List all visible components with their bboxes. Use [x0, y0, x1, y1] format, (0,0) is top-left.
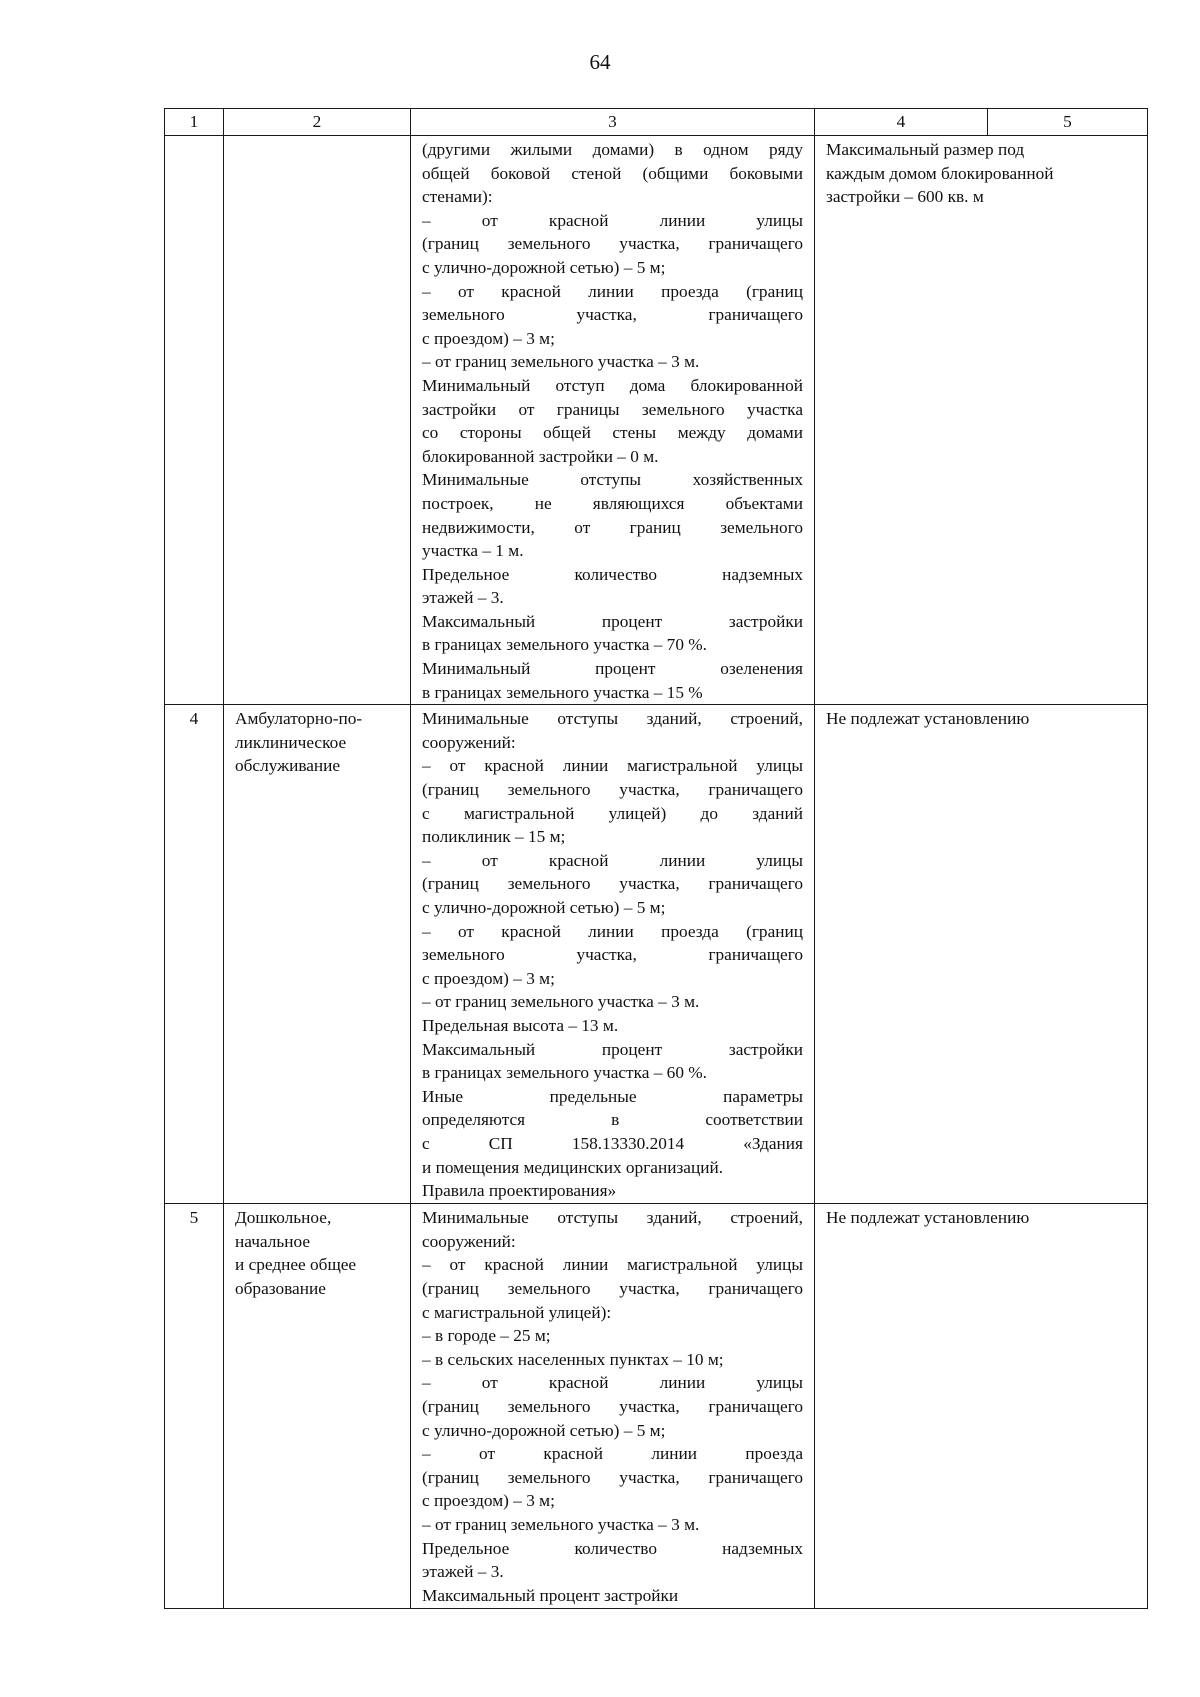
parameter-line: – от красной линии магистральной улицы	[422, 756, 803, 776]
row-number: 4	[189, 709, 199, 729]
other-parameter-line: каждым домом блокированной	[826, 163, 1054, 183]
parameter-line: этажей – 3.	[422, 588, 504, 608]
parameter-line: (границ земельного участка, граничащего	[422, 1397, 803, 1416]
column-number-4: 4	[815, 109, 988, 136]
column-number-5: 5	[988, 109, 1148, 136]
parameter-line: и помещения медицинских организаций.	[422, 1157, 724, 1177]
column-number-2: 2	[224, 109, 411, 136]
parameter-line: – от красной линии улицы	[422, 1373, 803, 1393]
parameter-line: Предельное количество надземных	[422, 564, 803, 584]
use-type-line: обслуживание	[235, 756, 341, 776]
other-parameters-cell	[815, 136, 1148, 705]
column-number-3: 3	[411, 109, 815, 136]
use-type-line: Амбулаторно-по-	[235, 709, 363, 729]
parameter-line: с проездом) – 3 м;	[422, 328, 555, 348]
other-parameter-line: Максимальный размер под	[826, 140, 1025, 159]
parameter-line: – от красной линии магистральной улицы	[422, 1255, 803, 1275]
parameter-line: – в сельских населенных пунктах – 10 м;	[422, 1349, 724, 1369]
parameter-line: Минимальный отступ дома блокированной	[422, 375, 803, 395]
parameter-line: – от красной линии улицы	[422, 850, 803, 870]
parameter-line: в границах земельного участка – 60 %.	[422, 1063, 707, 1083]
parameter-line: – в городе – 25 м;	[422, 1326, 551, 1346]
parameter-line: общей боковой стеной (общими боковыми	[422, 163, 803, 183]
parameter-line: с улично-дорожной сетью) – 5 м;	[422, 1420, 666, 1440]
parameter-line: (границ земельного участка, граничащего	[422, 1279, 803, 1299]
other-parameter-line: Не подлежат установлению	[826, 1208, 1030, 1228]
parameter-line: Минимальные отступы зданий, строений,	[422, 1208, 803, 1228]
parameter-line: – от красной линии проезда (границ	[422, 281, 803, 301]
parameter-line: земельного участка, граничащего	[422, 305, 803, 325]
parameter-line: (границ земельного участка, граничащего	[422, 874, 803, 894]
parameter-line: в границах земельного участка – 15 %	[422, 682, 703, 702]
parameters-cell	[411, 136, 815, 705]
parameter-line: Минимальные отступы зданий, строений,	[422, 709, 803, 729]
parameter-line: Максимальный процент застройки	[422, 1039, 803, 1059]
parameter-line: с улично-дорожной сетью) – 5 м;	[422, 257, 666, 277]
parameter-line: построек, не являющихся объектами	[422, 493, 803, 513]
parameter-line: определяются в соответствии	[422, 1110, 803, 1130]
parameter-line: недвижимости, от границ земельного	[422, 517, 803, 537]
parameters-cell	[411, 1204, 815, 1609]
parameter-line: с СП 158.13330.2014 «Здания	[422, 1133, 803, 1153]
parameter-line: стенами):	[422, 187, 493, 207]
use-type-line: начальное	[235, 1231, 311, 1251]
parameter-line: Максимальный процент застройки	[422, 611, 803, 631]
parameter-line: Минимальный процент озеленения	[422, 659, 803, 679]
parameter-line: Минимальные отступы хозяйственных	[422, 470, 803, 490]
use-type-cell	[224, 1204, 411, 1609]
parameter-line: застройки от границы земельного участка	[422, 399, 803, 419]
parameter-line: сооружений:	[422, 1231, 516, 1251]
use-type-line: и среднее общее	[235, 1255, 357, 1275]
table-row	[165, 705, 1148, 1204]
column-number-1: 1	[165, 109, 224, 136]
parameter-line: (границ земельного участка, граничащего	[422, 234, 803, 254]
row-number-cell	[165, 136, 224, 705]
parameter-line: – от границ земельного участка – 3 м.	[422, 992, 700, 1012]
use-type-cell	[224, 705, 411, 1204]
parameter-line: (другими жилыми домами) в одном ряду	[422, 140, 803, 159]
parameter-line: земельного участка, граничащего	[422, 945, 803, 965]
parameter-line: Предельное количество надземных	[422, 1538, 803, 1558]
parameter-line: (границ земельного участка, граничащего	[422, 1467, 803, 1487]
column-number-row	[165, 109, 1148, 136]
parameter-line: Иные предельные параметры	[422, 1086, 803, 1106]
parameter-line: – от красной линии проезда	[422, 1444, 803, 1464]
parameter-line: с проездом) – 3 м;	[422, 1491, 555, 1511]
parameter-line: – от границ земельного участка – 3 м.	[422, 1514, 700, 1534]
other-parameter-line: Не подлежат установлению	[826, 709, 1030, 729]
parameter-line: участка – 1 м.	[422, 541, 524, 561]
parameter-line: блокированной застройки – 0 м.	[422, 446, 659, 466]
row-number-cell	[165, 1204, 224, 1609]
row-number-cell	[165, 705, 224, 1204]
zoning-parameters-table	[164, 108, 1148, 1609]
parameter-line: – от красной линии проезда (границ	[422, 921, 803, 941]
use-type-line: ликлиническое	[235, 732, 347, 752]
use-type-line: образование	[235, 1279, 326, 1299]
parameter-line: в границах земельного участка – 70 %.	[422, 635, 707, 655]
row-number: 5	[189, 1208, 199, 1228]
parameter-line: Предельная высота – 13 м.	[422, 1015, 619, 1035]
parameter-line: Максимальный процент застройки	[422, 1585, 679, 1605]
other-parameter-line: застройки – 600 кв. м	[826, 187, 984, 207]
table-row	[165, 1204, 1148, 1609]
parameter-line: с улично-дорожной сетью) – 5 м;	[422, 898, 666, 917]
use-type-line: Дошкольное,	[235, 1208, 332, 1228]
parameter-line: (границ земельного участка, граничащего	[422, 780, 803, 800]
parameter-line: сооружений:	[422, 732, 516, 752]
parameter-line: – от границ земельного участка – 3 м.	[422, 352, 700, 372]
parameter-line: с магистральной улицей) до зданий	[422, 803, 803, 823]
parameter-line: с проездом) – 3 м;	[422, 968, 555, 988]
parameters-cell	[411, 705, 815, 1204]
parameter-line: со стороны общей стены между домами	[422, 423, 803, 443]
parameter-line: поликлиник – 15 м;	[422, 827, 566, 847]
other-parameters-cell	[815, 1204, 1148, 1609]
use-type-cell	[224, 136, 411, 705]
parameter-line: – от красной линии улицы	[422, 210, 803, 230]
parameter-line: этажей – 3.	[422, 1562, 504, 1582]
parameter-line: Правила проектирования»	[422, 1181, 617, 1201]
table-row	[165, 136, 1148, 705]
page-number: 64	[589, 50, 611, 74]
other-parameters-cell	[815, 705, 1148, 1204]
parameter-line: с магистральной улицей):	[422, 1302, 612, 1322]
